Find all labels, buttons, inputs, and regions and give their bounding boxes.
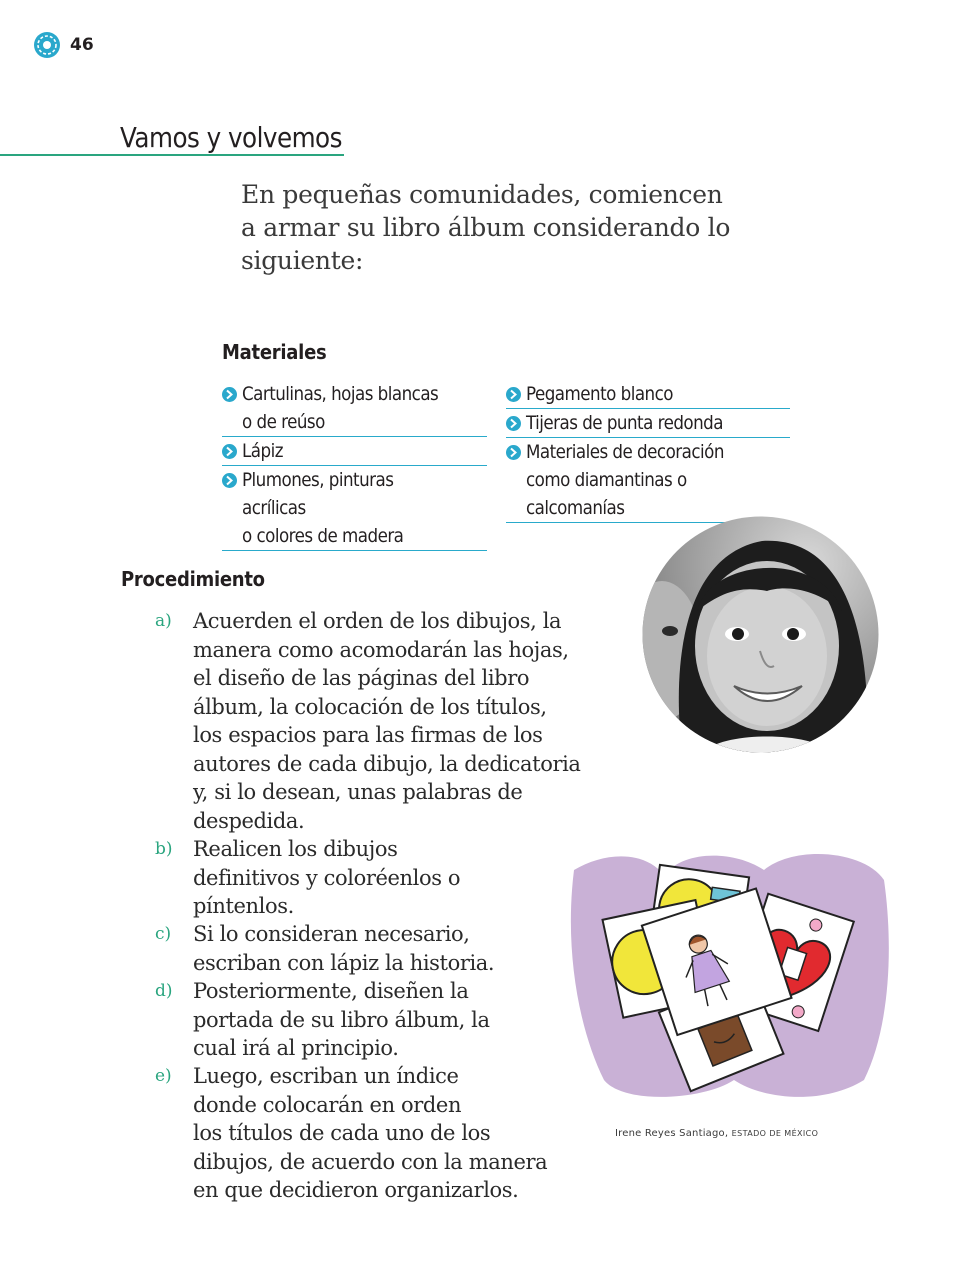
step-letter: d) — [155, 981, 173, 1001]
chevron-right-icon — [506, 416, 521, 431]
list-item-label: Materiales de decoración como diamantinas o calcomanías — [526, 441, 724, 519]
caption-author: Irene Reyes Santiago, — [615, 1128, 729, 1139]
section-title: Vamos y volvemos — [120, 121, 342, 154]
list-item-label: Tijeras de punta redonda — [526, 412, 723, 434]
list-item-label: Pegamento blanco — [526, 383, 673, 405]
child-drawing-illustration — [564, 850, 892, 1100]
procedure-heading: Procedimiento — [121, 567, 265, 591]
materials-list-left — [222, 380, 487, 551]
page-number: 46 — [70, 35, 94, 55]
step-letter: c) — [155, 924, 172, 944]
list-item — [506, 409, 790, 438]
chevron-right-icon — [506, 445, 521, 460]
step-letter: b) — [155, 839, 173, 859]
materials-heading: Materiales — [222, 340, 327, 364]
girl-photo — [642, 516, 879, 753]
image-caption — [615, 1128, 818, 1139]
step-text: Realicen los dibujos definitivos y coloréenlos o píntenlos. — [193, 837, 461, 918]
list-item — [506, 380, 790, 409]
step-text: Luego, escriban un índice donde colocarán en orden los títulos de cada uno de los dibujos, de acuerdo con la manera en que decidieron organizarlos. — [193, 1064, 548, 1202]
star-badge-icon — [33, 31, 61, 59]
intro-paragraph: En pequeñas comunidades, comiencen a armar su libro álbum considerando lo siguiente: — [241, 180, 731, 275]
list-item — [222, 466, 487, 551]
step-text: Si lo consideran necesario, escriban con lápiz la historia. — [193, 922, 495, 975]
title-underline — [0, 154, 344, 156]
list-item — [506, 438, 790, 523]
list-item — [222, 380, 487, 437]
list-item-label: Plumones, pinturas acrílicas o colores de madera — [242, 469, 404, 547]
chevron-right-icon — [222, 444, 237, 459]
step-letter: e) — [155, 1066, 172, 1086]
list-item — [222, 437, 487, 466]
chevron-right-icon — [506, 387, 521, 402]
chevron-right-icon — [222, 387, 237, 402]
step-text: Posteriormente, diseñen la portada de su libro álbum, la cual irá al principio. — [193, 979, 490, 1060]
step-text: Acuerden el orden de los dibujos, la manera como acomodarán las hojas, el diseño de las páginas del libro álbum, la colocación de los títulos, los espacios para las firmas de los autores de cada dibujo, la dedicatoria y, si lo desean, unas palabras de despedida. — [193, 609, 581, 833]
list-item-label: Lápiz — [242, 440, 283, 462]
caption-place: ESTADO DE MÉXICO — [731, 1129, 819, 1138]
step-letter: a) — [155, 611, 172, 631]
list-item-label: Cartulinas, hojas blancas o de reúso — [242, 383, 439, 433]
materials-list-right — [506, 380, 771, 523]
chevron-right-icon — [222, 473, 237, 488]
